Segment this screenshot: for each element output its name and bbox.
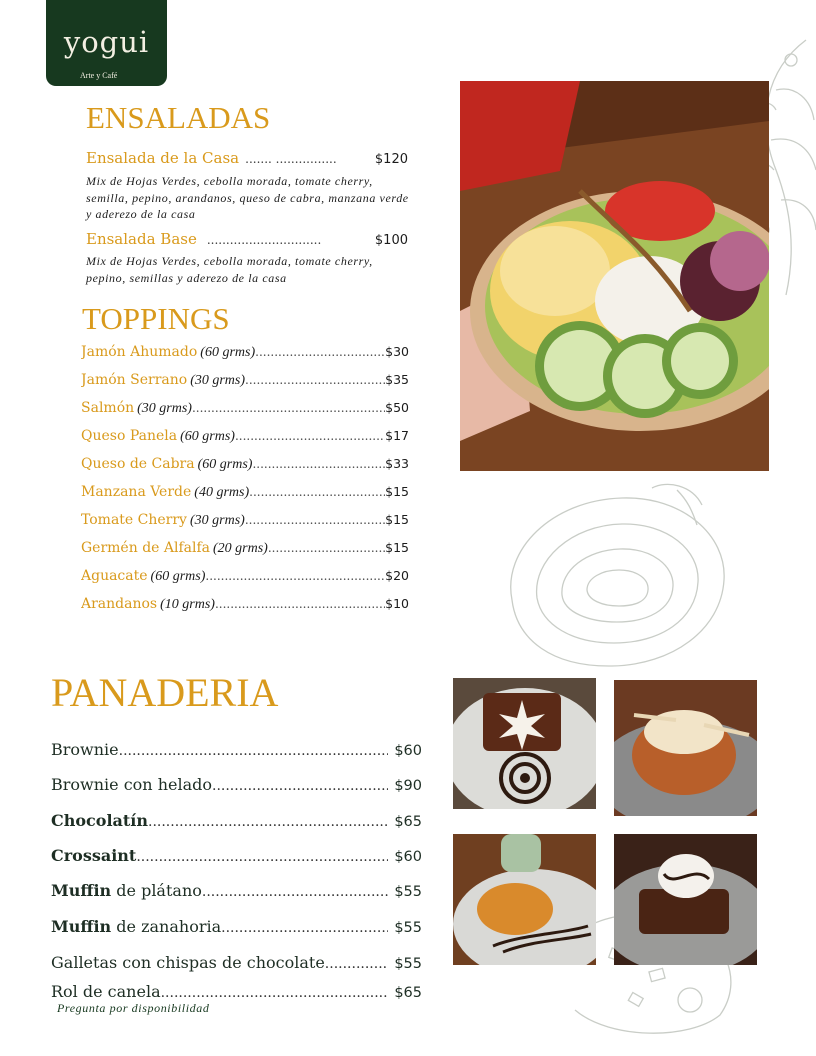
- topping-name: Arandanos: [81, 596, 158, 612]
- dot-leader: [212, 778, 388, 794]
- bakery-name-bold: Muffin: [51, 881, 112, 900]
- bakery-name: Brownie: [51, 740, 119, 759]
- topping-name: Manzana Verde: [81, 484, 192, 500]
- bakery-name-bold: Muffin: [51, 917, 112, 936]
- bakery-row: [51, 953, 422, 975]
- item-description: Mix de Hojas Verdes, cebolla morada, tomate cherry, pepino, semillas y aderezo de la casa: [86, 254, 373, 285]
- brownie-helado-photo: [614, 834, 757, 965]
- topping-row: [81, 400, 409, 420]
- bakery-price: $90: [394, 778, 422, 794]
- dot-leader: [192, 401, 385, 415]
- topping-qty: (30 grms): [190, 373, 246, 388]
- bakery-price: $65: [394, 985, 422, 1001]
- bakery-row: [51, 881, 422, 903]
- dot-leader: [252, 457, 385, 471]
- toppings-heading: TOPPINGS: [82, 301, 230, 336]
- bakery-price: $55: [394, 884, 422, 900]
- bakery-row: [51, 775, 422, 797]
- topping-row: [81, 428, 409, 448]
- item-price: $100: [374, 233, 408, 248]
- topping-name: Germén de Alfalfa: [81, 540, 211, 556]
- topping-qty: (60 grms): [180, 429, 235, 444]
- topping-row: [81, 540, 409, 560]
- dot-leader: [235, 429, 385, 443]
- ensaladas-heading: ENSALADAS: [86, 100, 271, 135]
- bakery-price: $65: [394, 814, 422, 830]
- topping-row: [81, 456, 409, 476]
- dot-leader: [221, 920, 388, 936]
- topping-price: $20: [385, 568, 409, 583]
- topping-qty: (60 grms): [150, 569, 206, 584]
- bakery-row: [51, 811, 422, 833]
- topping-price: $35: [385, 372, 409, 387]
- topping-name: Queso de Cabra: [81, 456, 195, 472]
- dot-leader: [268, 541, 385, 555]
- topping-name: Salmón: [81, 400, 135, 416]
- logo-tagline: Arte y Café: [80, 71, 118, 80]
- bakery-row: [51, 740, 422, 762]
- topping-row: [81, 596, 409, 616]
- menu-item-ensalada-base: [86, 230, 408, 250]
- topping-row: [81, 344, 409, 364]
- brand-logo: [46, 0, 167, 86]
- topping-price: $30: [385, 344, 409, 359]
- availability-note: Pregunta por disponibilidad: [57, 1001, 210, 1015]
- topping-price: $10: [385, 596, 409, 611]
- brownie-photo: [453, 678, 596, 809]
- bakery-row: [51, 846, 422, 868]
- topping-qty: (30 grms): [137, 401, 192, 416]
- item-description: Mix de Hojas Verdes, cebolla morada, tomate cherry, semilla, pepino, arandanos, queso de cabra, manzana verde y aderezo de la casa: [86, 174, 409, 221]
- topping-row: [81, 568, 409, 588]
- dot-leader: [202, 884, 388, 900]
- topping-qty: (60 grms): [197, 457, 253, 472]
- dot-leader: [119, 743, 389, 759]
- bakery-name: Galletas con chispas de chocolate: [51, 953, 325, 972]
- cinnamon-roll-sketch: [492, 480, 737, 675]
- topping-price: $15: [385, 484, 409, 499]
- panaderia-heading: PANADERIA: [51, 670, 279, 715]
- bakery-name: Brownie con helado: [51, 775, 212, 794]
- bakery-price: $60: [394, 743, 422, 759]
- bakery-price: $55: [394, 956, 422, 972]
- topping-qty: (20 grms): [213, 541, 268, 556]
- logo-wordmark: yogui: [63, 25, 150, 59]
- bakery-price: $55: [394, 920, 422, 936]
- bakery-name: Rol de canela: [51, 982, 161, 1001]
- bakery-name: de plátano: [111, 881, 202, 900]
- topping-qty: (40 grms): [194, 485, 250, 500]
- topping-price: $15: [385, 540, 409, 555]
- dot-leader: [245, 373, 385, 387]
- dot-leader: [136, 849, 388, 865]
- item-leader: ..............................: [206, 233, 322, 247]
- topping-row: [81, 512, 409, 532]
- item-name: Ensalada Base: [86, 230, 197, 248]
- topping-price: $33: [385, 456, 409, 471]
- chocolatin-photo: [453, 834, 596, 965]
- bakery-name-bold: Chocolatín: [51, 811, 148, 830]
- topping-qty: (30 grms): [189, 513, 245, 528]
- topping-name: Queso Panela: [81, 428, 178, 444]
- topping-row: [81, 372, 409, 392]
- bakery-row: [51, 917, 422, 939]
- item-price: $120: [374, 152, 408, 167]
- item-name: Ensalada de la Casa: [86, 149, 240, 167]
- menu-item-ensalada-casa: [86, 149, 408, 169]
- salad-photo: [460, 81, 769, 471]
- topping-qty: (10 grms): [160, 597, 215, 612]
- topping-name: Jamón Ahumado: [81, 344, 198, 360]
- dot-leader: [255, 345, 385, 359]
- dot-leader: [215, 597, 385, 611]
- topping-qty: (60 grms): [200, 345, 256, 360]
- topping-price: $17: [385, 428, 409, 443]
- dot-leader: [161, 985, 389, 1001]
- item-leader: ....... ................: [245, 152, 337, 166]
- topping-name: Jamón Serrano: [81, 372, 188, 388]
- cinnamon-roll-photo: [614, 680, 757, 816]
- topping-name: Aguacate: [81, 568, 148, 584]
- topping-row: [81, 484, 409, 504]
- dot-leader: [325, 956, 389, 972]
- topping-price: $50: [385, 400, 409, 415]
- bakery-name-bold: Crossaint: [51, 846, 137, 865]
- bakery-name: de zanahoria: [111, 917, 222, 936]
- dot-leader: [249, 485, 385, 499]
- topping-name: Tomate Cherry: [81, 512, 187, 528]
- dot-leader: [148, 814, 388, 830]
- topping-price: $15: [385, 512, 409, 527]
- bakery-price: $60: [394, 849, 422, 865]
- dot-leader: [205, 569, 385, 583]
- dot-leader: [245, 513, 385, 527]
